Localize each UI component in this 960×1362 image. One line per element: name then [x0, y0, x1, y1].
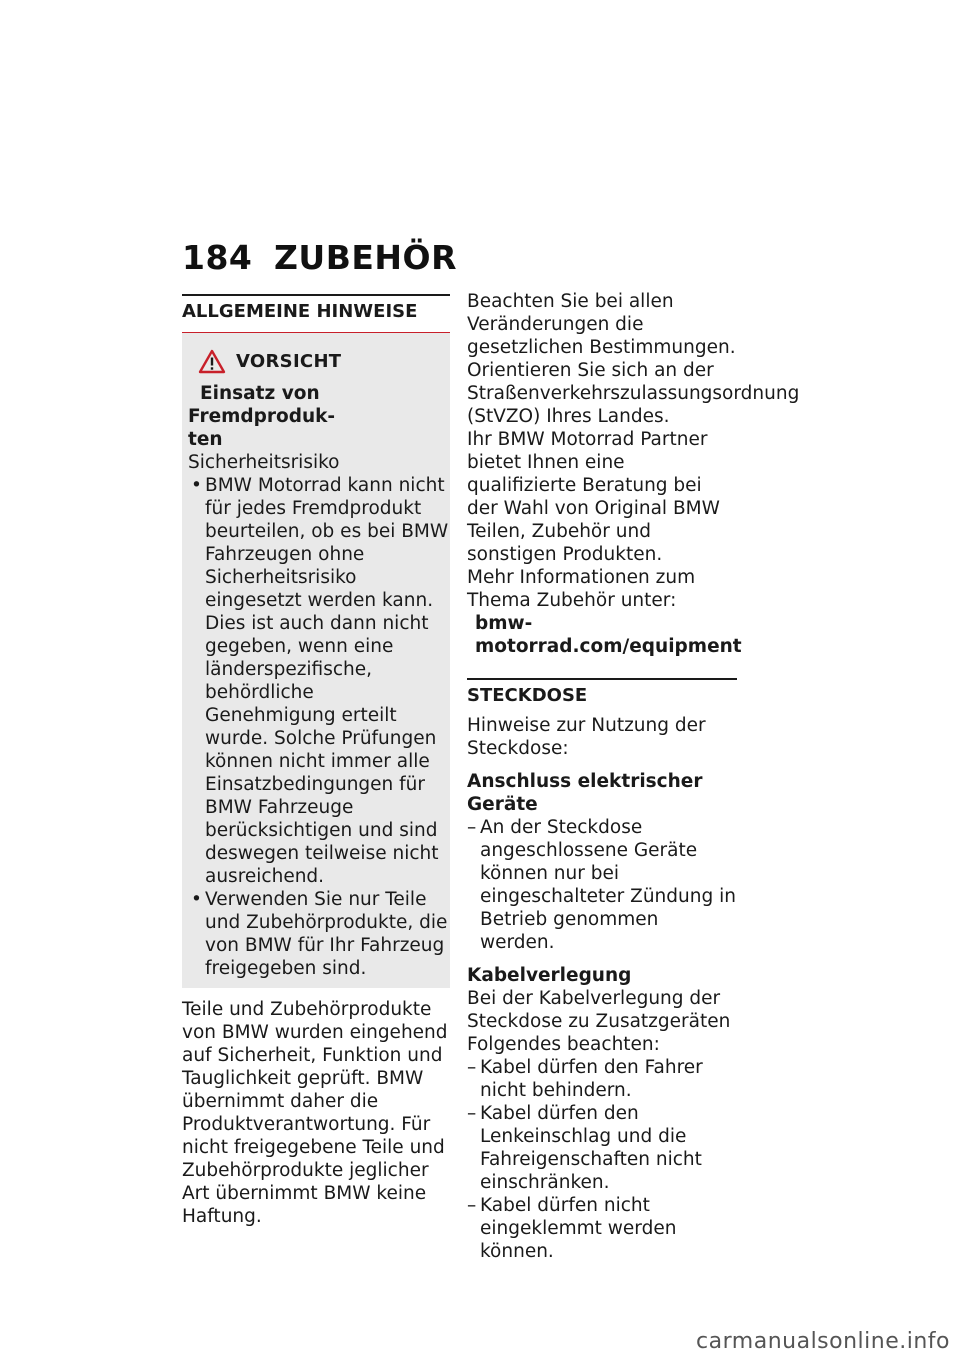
- dash-list: [467, 1056, 737, 1263]
- subheading-anschluss: Anschluss elektrischer Geräte: [467, 771, 703, 815]
- dash-list: [467, 816, 737, 954]
- section-title-allgemeine-hinweise: ALLGEMEINE HINWEISE: [182, 294, 450, 333]
- page-number: 184: [182, 238, 253, 277]
- warning-title-line2: ten: [188, 429, 223, 450]
- equipment-link[interactable]: bmw-motorrad.com/equipment: [475, 613, 742, 657]
- watermark-url: carmanualsonline.info: [696, 1329, 950, 1354]
- body-paragraph: Hinweise zur Nutzung der Steckdose:: [467, 715, 706, 759]
- list-item: – Kabel dürfen den Fahrer nicht behindern.: [467, 1056, 737, 1102]
- list-item: • BMW Motorrad kann nicht für jedes Fremdprodukt beurteilen, ob es bei BMW Fahrzeugen ohne Sicherheitsrisiko eingesetzt werden kann. Dies ist auch dann nicht gegeben, wenn eine länderspezifische, behördliche Genehmigung erteilt wurde. Solche Prüfungen können nicht immer alle Einsatzbedingungen für BMW Fahrzeuge berücksichtigen und sind deswegen teilweise nicht ausreichend.: [188, 474, 450, 888]
- warning-triangle-icon: [198, 349, 226, 374]
- section-title-steckdose: STECKDOSE: [467, 678, 737, 708]
- body-paragraph: Beachten Sie bei allen Veränderungen die gesetzlichen Bestimmungen. Orientieren Sie sich an der Straßenverkehrszulassungsordnung (StVZO) Ihres Landes.: [467, 291, 800, 427]
- left-column: [182, 294, 450, 1228]
- list-item: • Verwenden Sie nur Teile und Zubehörprodukte, die von BMW für Ihr Fahrzeug freigegeben sind.: [188, 888, 450, 980]
- right-column: [467, 290, 800, 1263]
- body-paragraph: Bei der Kabelverlegung der Steckdose zu Zusatzgeräten Folgendes beachten:: [467, 988, 731, 1055]
- warning-box: [182, 333, 450, 988]
- warning-subtitle: Sicherheitsrisiko: [188, 452, 340, 473]
- subheading-kabelverlegung: Kabelverlegung: [467, 965, 632, 986]
- warning-header: [198, 349, 450, 374]
- list-item: – Kabel dürfen den Lenkeinschlag und die Fahreigenschaften nicht einschränken.: [467, 1102, 737, 1194]
- warning-title-line1: Einsatz von Fremdproduk-: [188, 383, 336, 427]
- warning-title: [188, 382, 450, 451]
- list-item: – An der Steckdose angeschlossene Geräte können nur bei eingeschalteter Zündung in Betrieb genommen werden.: [467, 816, 737, 954]
- warning-bullets: [188, 474, 450, 980]
- warning-label: VORSICHT: [236, 351, 342, 372]
- body-paragraph: Teile und Zubehörprodukte von BMW wurden eingehend auf Sicherheit, Funktion und Tauglichkeit geprüft. BMW übernimmt daher die Produktverantwortung. Für nicht freigegebene Teile und Zubehörprodukte jeglicher Art übernimmt BMW keine Haftung.: [182, 999, 448, 1227]
- body-paragraph: Mehr Informationen zum Thema Zubehör unter:: [467, 567, 696, 611]
- body-paragraph: Ihr BMW Motorrad Partner bietet Ihnen eine qualifizierte Beratung bei der Wahl von Original BMW Teilen, Zubehör und sonstigen Produkten.: [467, 429, 720, 565]
- page-header: [182, 238, 457, 277]
- list-item: – Kabel dürfen nicht eingeklemmt werden können.: [467, 1194, 737, 1263]
- chapter-title: ZUBEHÖR: [274, 238, 458, 277]
